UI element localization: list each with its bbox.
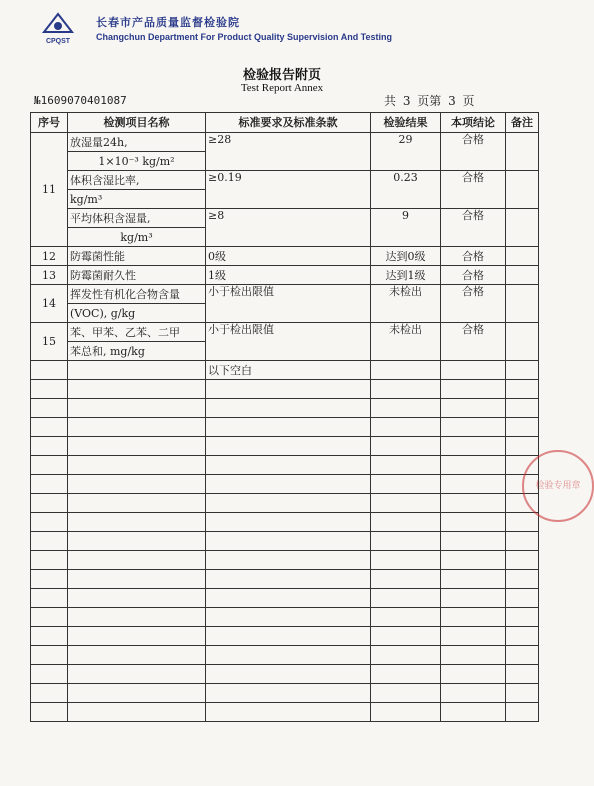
empty-cell (68, 551, 206, 570)
row-number: 13 (31, 266, 68, 285)
empty-cell (441, 513, 506, 532)
row-number: 14 (31, 285, 68, 323)
empty-cell (206, 532, 371, 551)
empty-cell (441, 399, 506, 418)
inspection-stamp: 检验专用章 (522, 450, 594, 522)
item-name-unit: (VOC), g/kg (68, 304, 206, 323)
empty-cell (371, 589, 441, 608)
empty-cell (441, 551, 506, 570)
empty-cell (68, 570, 206, 589)
conclusion: 合格 (441, 209, 506, 247)
table-row (31, 361, 539, 380)
blank-note: 以下空白 (206, 361, 371, 380)
empty-row (31, 551, 539, 570)
empty-cell (31, 494, 68, 513)
empty-cell (68, 684, 206, 703)
item-name-unit: 苯总和, mg/kg (68, 342, 206, 361)
empty-cell (68, 361, 206, 380)
empty-cell (31, 475, 68, 494)
row-number: 12 (31, 247, 68, 266)
item-name: 平均体积含湿量, (68, 209, 206, 228)
empty-cell (441, 646, 506, 665)
empty-cell (506, 437, 539, 456)
empty-cell (206, 513, 371, 532)
table-row (31, 247, 539, 266)
empty-cell (68, 532, 206, 551)
empty-cell (441, 532, 506, 551)
institute-logo-icon (38, 12, 78, 46)
empty-cell (31, 627, 68, 646)
empty-cell (371, 551, 441, 570)
empty-cell (371, 608, 441, 627)
empty-cell (206, 418, 371, 437)
item-name: 防霉菌性能 (68, 247, 206, 266)
conclusion: 合格 (441, 247, 506, 266)
empty-cell (206, 456, 371, 475)
requirement: ≥28 (206, 133, 371, 171)
page-title-cn: 检验报告附页 (242, 68, 321, 83)
empty-cell (206, 399, 371, 418)
empty-cell (371, 703, 441, 722)
empty-cell (441, 703, 506, 722)
result: 未检出 (371, 285, 441, 323)
conclusion: 合格 (441, 266, 506, 285)
col-header-remark: 备注 (506, 113, 539, 133)
empty-cell (441, 361, 506, 380)
empty-cell (371, 494, 441, 513)
empty-row (31, 665, 539, 684)
empty-cell (506, 684, 539, 703)
empty-cell (31, 703, 68, 722)
col-header-result: 检验结果 (371, 113, 441, 133)
empty-cell (206, 646, 371, 665)
empty-row (31, 494, 539, 513)
empty-cell (371, 513, 441, 532)
empty-cell (206, 608, 371, 627)
empty-row (31, 380, 539, 399)
item-name-unit: 1×10⁻³ kg/m² (68, 152, 206, 171)
empty-cell (68, 437, 206, 456)
empty-cell (506, 627, 539, 646)
item-name: 苯、甲苯、乙苯、二甲 (68, 323, 206, 342)
empty-cell (31, 437, 68, 456)
empty-row (31, 399, 539, 418)
empty-cell (206, 494, 371, 513)
empty-cell (68, 399, 206, 418)
empty-cell (371, 570, 441, 589)
requirement: 0级 (206, 247, 371, 266)
empty-cell (506, 551, 539, 570)
requirement: ≥0.19 (206, 171, 371, 209)
empty-row (31, 684, 539, 703)
empty-cell (506, 418, 539, 437)
empty-cell (68, 513, 206, 532)
empty-row (31, 627, 539, 646)
empty-cell (68, 665, 206, 684)
col-header-item: 检测项目名称 (68, 113, 206, 133)
remark (506, 247, 539, 266)
empty-cell (441, 684, 506, 703)
requirement: 小于检出限值 (206, 285, 371, 323)
table-header-row (31, 113, 539, 133)
empty-row (31, 437, 539, 456)
empty-cell (441, 627, 506, 646)
empty-cell (68, 475, 206, 494)
empty-cell (206, 703, 371, 722)
empty-cell (68, 494, 206, 513)
empty-cell (506, 361, 539, 380)
row-number: 11 (31, 133, 68, 247)
table-row (31, 209, 539, 228)
empty-cell (31, 665, 68, 684)
empty-cell (371, 646, 441, 665)
empty-cell (206, 551, 371, 570)
requirement: 1级 (206, 266, 371, 285)
empty-row (31, 513, 539, 532)
item-name: 防霉菌耐久性 (68, 266, 206, 285)
item-name: 体积含湿比率, (68, 171, 206, 190)
empty-cell (31, 608, 68, 627)
empty-cell (31, 380, 68, 399)
empty-row (31, 456, 539, 475)
result: 未检出 (371, 323, 441, 361)
empty-cell (506, 646, 539, 665)
empty-cell (31, 513, 68, 532)
col-header-conclusion: 本项结论 (441, 113, 506, 133)
empty-cell (441, 418, 506, 437)
requirement: 小于检出限值 (206, 323, 371, 361)
empty-cell (31, 456, 68, 475)
empty-cell (441, 608, 506, 627)
report-number: №1609070401087 (34, 94, 127, 107)
page-indicator: 共 3 页第 3 页 (384, 94, 475, 108)
table-row (31, 285, 539, 304)
empty-cell (31, 684, 68, 703)
empty-cell (206, 627, 371, 646)
empty-cell (31, 646, 68, 665)
empty-cell (371, 684, 441, 703)
empty-cell (206, 589, 371, 608)
empty-cell (68, 608, 206, 627)
item-name-unit: kg/m³ (68, 228, 206, 247)
table-row (31, 266, 539, 285)
empty-cell (206, 684, 371, 703)
empty-row (31, 703, 539, 722)
result: 达到0级 (371, 247, 441, 266)
remark (506, 171, 539, 209)
remark (506, 285, 539, 323)
table-row (31, 323, 539, 342)
empty-row (31, 418, 539, 437)
empty-cell (506, 570, 539, 589)
empty-cell (441, 665, 506, 684)
page-title-en: Test Report Annex (240, 82, 324, 94)
result: 达到1级 (371, 266, 441, 285)
empty-cell (441, 437, 506, 456)
empty-cell (371, 380, 441, 399)
row-number: 15 (31, 323, 68, 361)
empty-cell (441, 570, 506, 589)
empty-cell (441, 589, 506, 608)
empty-cell (68, 380, 206, 399)
result: 0.23 (371, 171, 441, 209)
conclusion: 合格 (441, 323, 506, 361)
empty-cell (441, 494, 506, 513)
empty-cell (68, 418, 206, 437)
empty-cell (68, 627, 206, 646)
remark (506, 209, 539, 247)
empty-row (31, 589, 539, 608)
empty-cell (31, 551, 68, 570)
col-header-requirement: 标准要求及标准条款 (206, 113, 371, 133)
result: 9 (371, 209, 441, 247)
empty-cell (506, 513, 539, 532)
results-table (30, 112, 539, 722)
empty-cell (371, 475, 441, 494)
empty-cell (506, 703, 539, 722)
empty-cell (68, 646, 206, 665)
empty-cell (371, 665, 441, 684)
item-name: 放湿量24h, (68, 133, 206, 152)
remark (506, 323, 539, 361)
org-name-cn: 长春市产品质量监督检验院 (96, 16, 240, 29)
empty-cell (441, 475, 506, 494)
empty-cell (68, 703, 206, 722)
empty-cell (206, 665, 371, 684)
empty-cell (68, 456, 206, 475)
empty-row (31, 646, 539, 665)
empty-cell (206, 437, 371, 456)
empty-cell (371, 532, 441, 551)
empty-cell (371, 627, 441, 646)
empty-cell (506, 665, 539, 684)
empty-cell (31, 570, 68, 589)
table-row (31, 133, 539, 152)
col-header-no: 序号 (31, 113, 68, 133)
empty-cell (31, 399, 68, 418)
empty-cell (68, 589, 206, 608)
empty-cell (371, 361, 441, 380)
logo-text: CPQST (45, 38, 71, 45)
empty-row (31, 532, 539, 551)
item-name-unit: kg/m³ (68, 190, 206, 209)
org-name-en: Changchun Department For Product Quality Supervision And Testing (96, 32, 393, 42)
conclusion: 合格 (441, 285, 506, 323)
requirement: ≥8 (206, 209, 371, 247)
empty-cell (506, 399, 539, 418)
remark (506, 266, 539, 285)
empty-cell (31, 589, 68, 608)
empty-cell (441, 380, 506, 399)
report-header (38, 12, 538, 52)
empty-rows (31, 380, 539, 722)
empty-cell (506, 589, 539, 608)
empty-row (31, 475, 539, 494)
item-name: 挥发性有机化合物含量 (68, 285, 206, 304)
remark (506, 133, 539, 171)
empty-cell (441, 456, 506, 475)
empty-cell (31, 418, 68, 437)
empty-cell (206, 475, 371, 494)
empty-cell (506, 532, 539, 551)
empty-cell (506, 380, 539, 399)
empty-cell (206, 570, 371, 589)
empty-cell (371, 399, 441, 418)
empty-row (31, 608, 539, 627)
conclusion: 合格 (441, 171, 506, 209)
empty-cell (206, 380, 371, 399)
empty-cell (371, 418, 441, 437)
result: 29 (371, 133, 441, 171)
empty-row (31, 570, 539, 589)
table-row (31, 171, 539, 190)
empty-cell (31, 532, 68, 551)
conclusion: 合格 (441, 133, 506, 171)
empty-cell (31, 361, 68, 380)
empty-cell (371, 456, 441, 475)
empty-cell (506, 608, 539, 627)
empty-cell (371, 437, 441, 456)
